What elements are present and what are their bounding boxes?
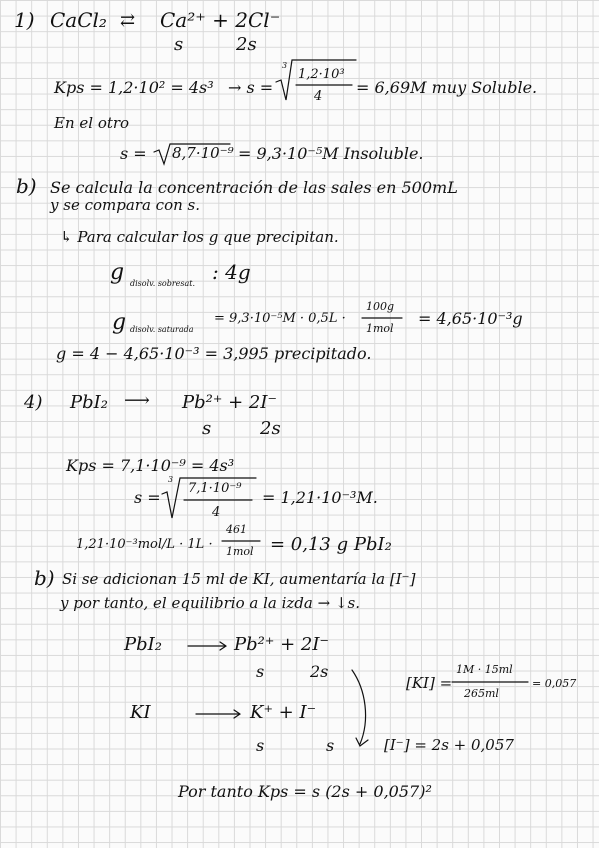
part-b-label: b) [16, 174, 37, 198]
part-4b-line-2: y por tanto, el equilibrio a la izda → ↓s. [60, 594, 360, 612]
ki-concentration-value: = 0,057 [532, 677, 577, 690]
reaction-1-arrow: ⇄ [120, 10, 136, 31]
reaction-1-s-cl: 2s [236, 34, 257, 55]
brace-arrow [352, 670, 368, 746]
reaction-4-reactant: PbI₂ [70, 392, 108, 413]
reaction-1-reactant: CaCl₂ [50, 8, 107, 32]
problem-1-number: 1) [14, 8, 35, 32]
kps-equation-1: Kps = 1,2·10² = 4s³ [54, 78, 214, 97]
square-root-sign-2 [154, 144, 230, 164]
g-saturated-symbol: g [112, 310, 127, 335]
mass-fraction-num: 461 [226, 523, 247, 536]
reaction-4b-1-products: Pb²⁺ + 2I⁻ [234, 634, 329, 655]
reaction-4b-2-s-i: s [326, 736, 335, 755]
s-result-2: = 9,3·10⁻⁵M Insoluble. [238, 144, 424, 163]
part-b-line-3: ↳ Para calcular los g que precipitan. [60, 228, 339, 246]
g-saturated-value: = 4,65·10⁻³g [418, 309, 523, 328]
s-root-prefix-1: → s = [228, 78, 274, 97]
s-prefix-4: s = [134, 488, 161, 507]
g-supersaturated-subscript: disolv. sobresat. [130, 279, 196, 288]
g-saturated-fraction-den: 1mol [366, 322, 394, 335]
reaction-4-products: Pb²⁺ + 2I⁻ [182, 392, 277, 413]
ki-concentration-label: [KI] = [406, 674, 453, 692]
root-denominator-4: 4 [212, 505, 221, 520]
problem-4-number: 4) [24, 392, 43, 413]
root-index-4: 3 [168, 475, 174, 484]
g-saturated-expression: = 9,3·10⁻⁵M · 0,5L · [214, 311, 346, 326]
reaction-4b-1-arrow [188, 642, 226, 650]
cube-root-sign-4 [162, 475, 256, 518]
reaction-4-s-pb: s [202, 418, 212, 439]
reaction-4b-1-s-i: 2s [310, 662, 329, 681]
reaction-4b-2-arrow [196, 710, 240, 718]
g-supersaturated-value: : 4g [212, 260, 251, 284]
reaction-4-s-i: 2s [260, 418, 281, 439]
reaction-1-s-ca: s [174, 34, 184, 55]
reaction-4-arrow: ⟶ [124, 390, 150, 411]
reaction-4b-2-s-k: s [256, 736, 265, 755]
s-result-1: = 6,69M muy Soluble. [356, 78, 538, 97]
kps-equation-4: Kps = 7,1·10⁻⁹ = 4s³ [66, 456, 235, 475]
mass-fraction-den: 1mol [226, 545, 254, 558]
reaction-1-products: Ca²⁺ + 2Cl⁻ [160, 8, 281, 32]
ki-fraction-num: 1M · 15ml [456, 663, 513, 676]
cube-root-sign-1 [276, 60, 356, 100]
iodide-concentration: [I⁻] = 2s + 0,057 [384, 736, 514, 754]
root-denominator-1: 4 [314, 89, 323, 104]
mass-result: = 0,13 g PbI₂ [270, 534, 392, 555]
mass-expression: 1,21·10⁻³mol/L · 1L · [76, 537, 213, 552]
reaction-4b-2-products: K⁺ + I⁻ [250, 702, 317, 723]
root-radicand-2: 8,7·10⁻⁹ [172, 144, 234, 162]
s-result-4: = 1,21·10⁻³M. [262, 488, 378, 507]
s-prefix-2: s = [120, 144, 147, 163]
ki-fraction-den: 265ml [464, 687, 499, 700]
g-saturated-fraction-num: 100g [366, 300, 395, 313]
reaction-4b-2-reactant: KI [130, 702, 151, 723]
part-b-line-2: y se compara con s. [50, 196, 200, 214]
g-supersaturated-symbol: g [110, 260, 125, 285]
part-4b-line-1: Si se adicionan 15 ml de KI, aumentaría la [I⁻] [62, 570, 416, 588]
root-numerator-4: 7,1·10⁻⁹ [188, 481, 242, 496]
g-precipitate-equation: g = 4 − 4,65·10⁻³ = 3,995 precipitado. [56, 344, 372, 363]
g-saturated-subscript: disolv. saturada [130, 325, 194, 334]
root-numerator-1: 1,2·10³ [298, 67, 345, 82]
final-kps-expression: Por tanto Kps = s (2s + 0,057)² [178, 782, 432, 801]
part-4b-label: b) [34, 566, 55, 590]
part-b-line-1: Se calcula la concentración de las sales en 500mL [50, 178, 458, 197]
reaction-4b-1-s-pb: s [256, 662, 265, 681]
reaction-4b-1-reactant: PbI₂ [124, 634, 162, 655]
other-salt-label: En el otro [54, 114, 130, 132]
root-index-1: 3 [282, 61, 288, 70]
